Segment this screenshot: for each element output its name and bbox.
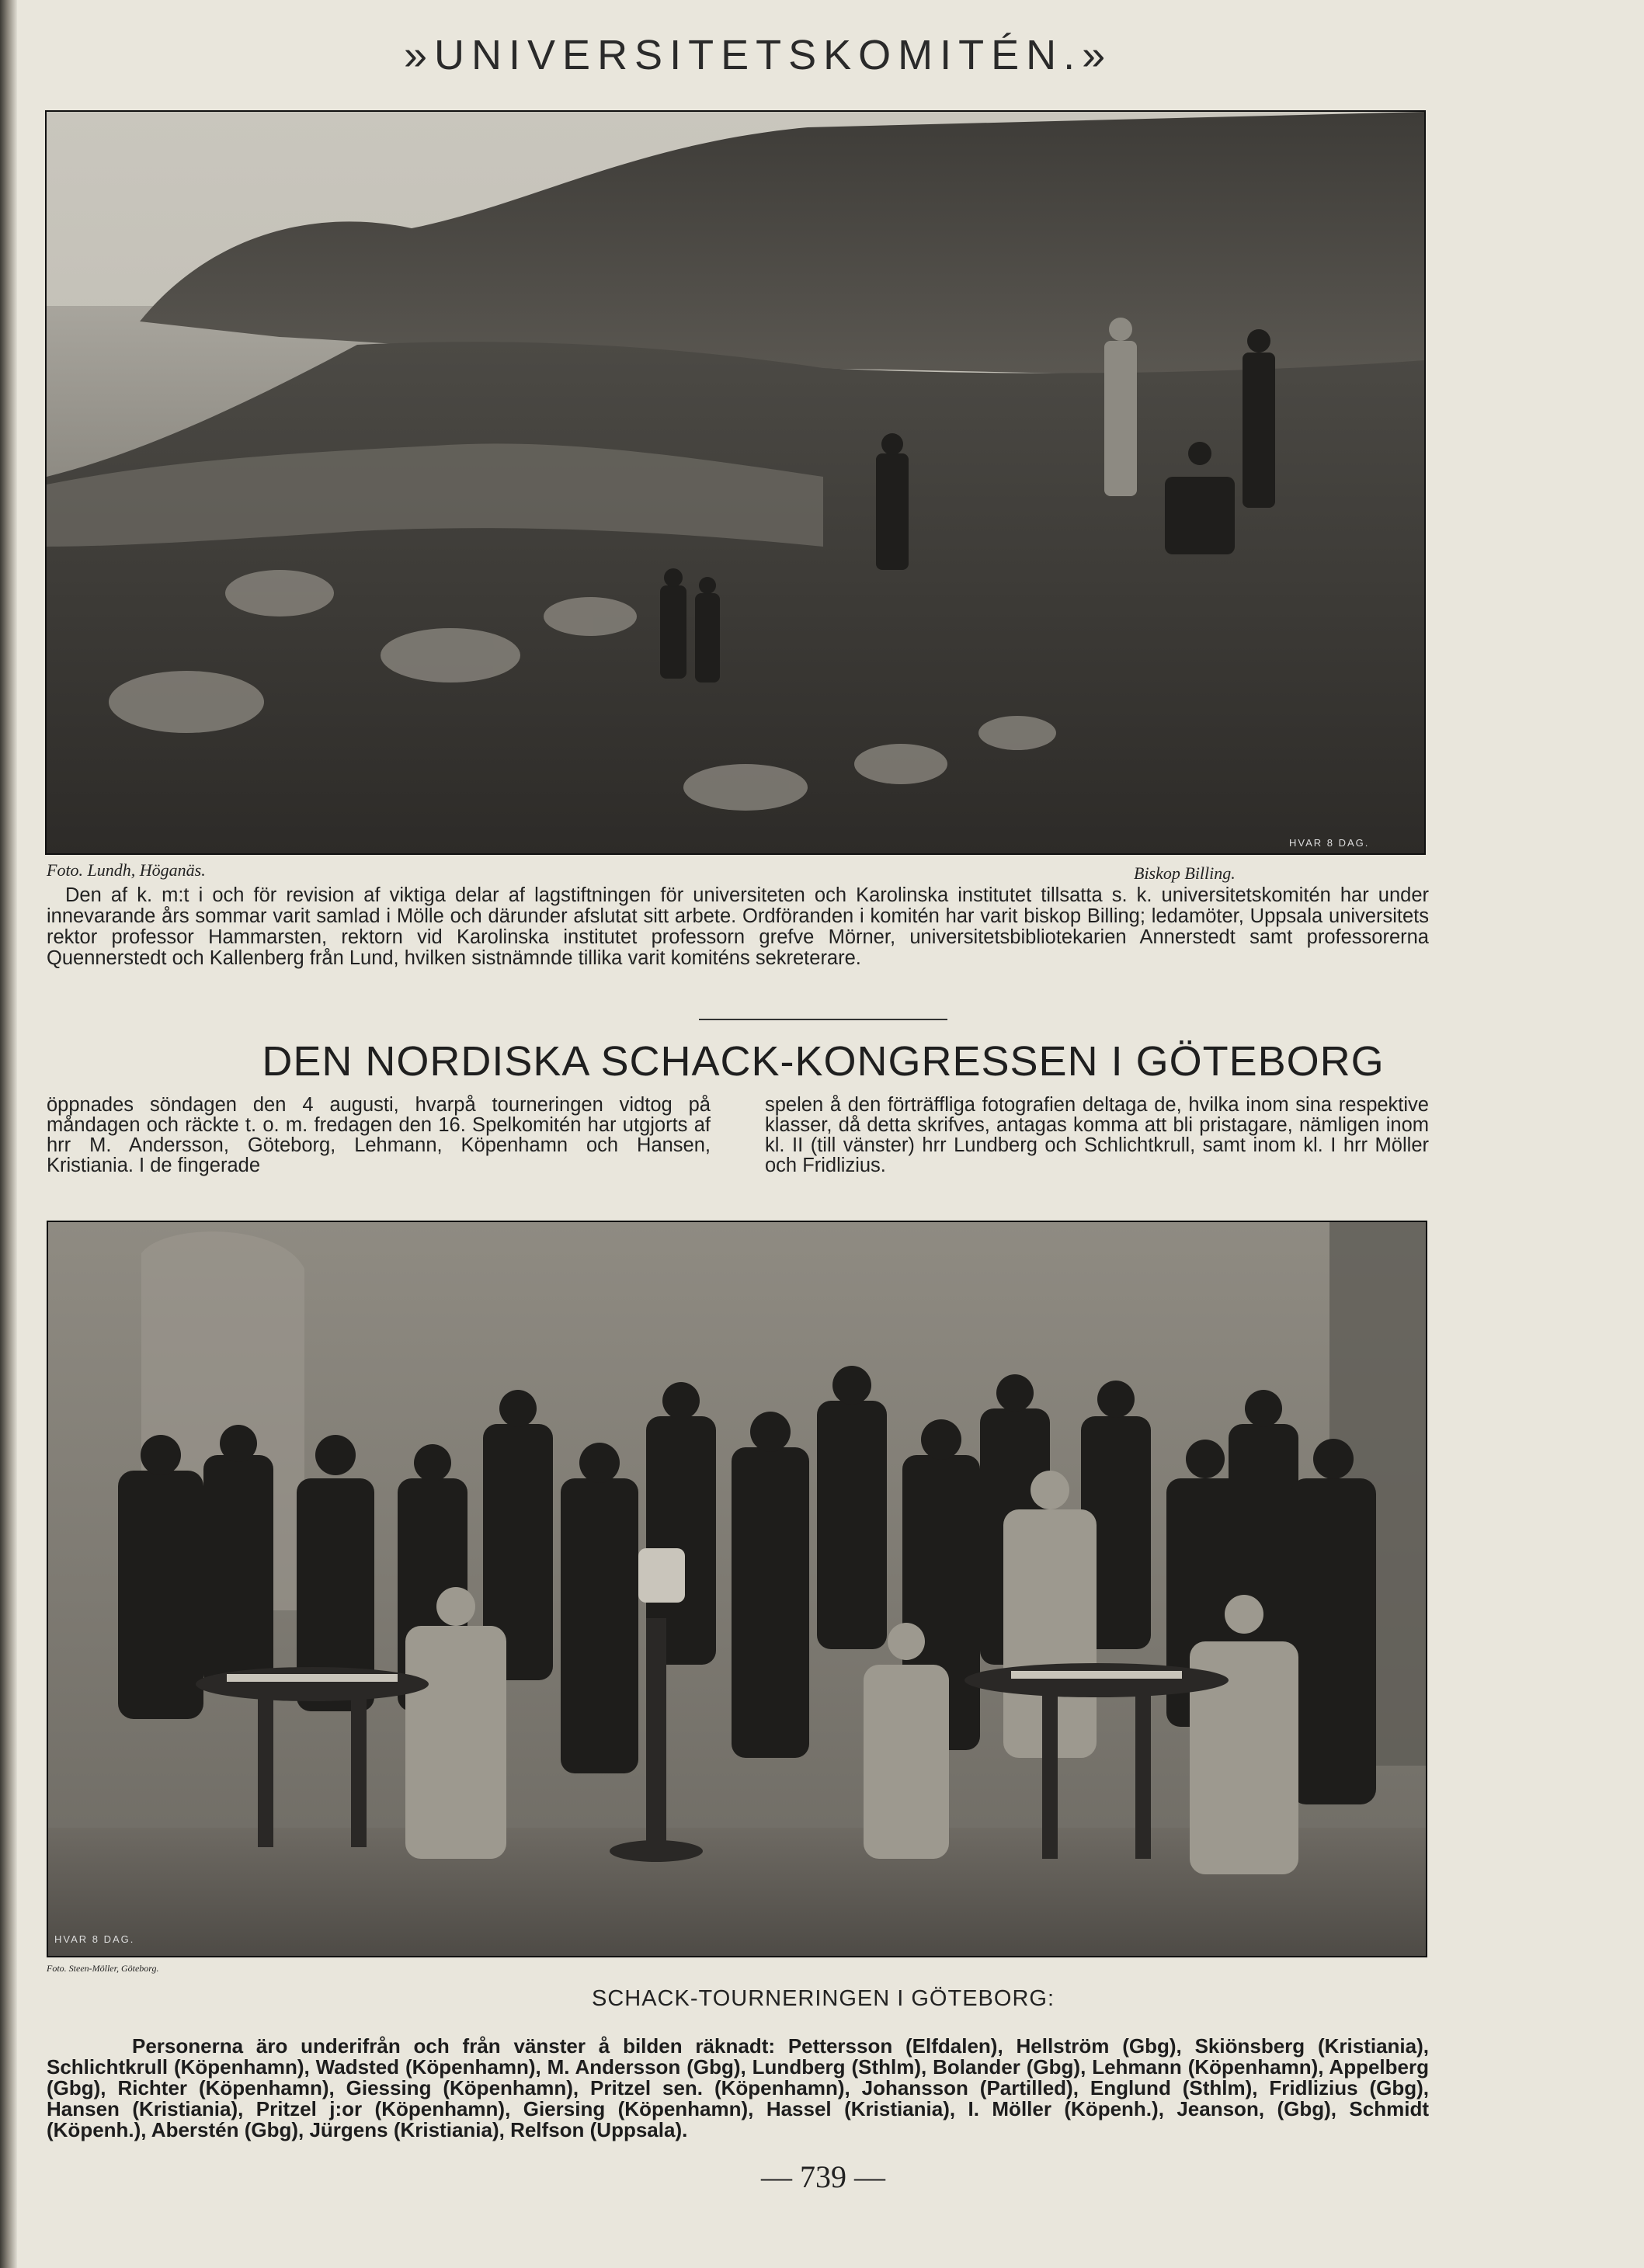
page-binding-edge	[0, 0, 17, 2268]
photo-caption-text	[47, 2036, 1429, 2141]
caption-names: Personerna äro underifrån och från vänster å bilden räknadt: Pettersson (Elfdalen), Hellström (Gbg), Skiönsberg (Kristiania), Schlichtkrull (Köpenhamn), Wadsted (Köpenhamn), M. Andersson (Gbg), Lundberg (Sthlm), Bolander (Gbg), Lehmann (Köpenhamn), Appelberg (Gbg), Richter (Köpenhamn), Giessing (Köpenhamn), Pritzel sen. (Köpenhamn), Johansson (Partilled), Englund (Sthlm), Fridlizius (Gbg), Hansen (Kristiania), Pritzel j:or (Köpenhamn), Giersing (Köpenhamn), Hassel (Kristiania), I. Möller (Köpenh.), Jeanson, (Gbg), Schmidt (Köpenh.), Aberstén (Gbg), Jürgens (Kristiania), Relfson (Uppsala).	[47, 2034, 1429, 2141]
page-number: — 739 —	[761, 2159, 885, 2194]
section-heading: DEN NORDISKA SCHACK-KONGRESSEN I GÖTEBORG	[262, 1038, 1385, 1085]
running-title: »UNIVERSITETSKOMITÉN.»	[404, 32, 1113, 78]
photo-credit-2: Foto. Steen-Möller, Göteborg.	[47, 1963, 159, 1974]
chess-group-photo	[47, 1221, 1427, 1957]
photo-subject: Biskop Billing.	[1134, 863, 1236, 883]
photo-stamp: HVAR 8 DAG.	[1289, 837, 1370, 849]
photo-stamp-2: HVAR 8 DAG.	[54, 1933, 135, 1945]
article-universitetskomiten	[47, 885, 1429, 969]
photo-credit: Foto. Lundh, Höganäs.	[47, 860, 206, 880]
photo-caption-title: SCHACK-TOURNERINGEN I GÖTEBORG:	[591, 1986, 1055, 2011]
article-text: Den af k. m:t i och för revision af viktiga delar af lagstiftningen för universiteten och Karolinska institutet tillsatta s. k. universitetskomitén har under innevarande års sommar varit samlad i Mölle och därunder afslutat sitt arbete. Ordföranden i komitén har varit biskop Billing; ledamöter, Uppsala universitets rektor professor Hammarsten, rektorn vid Karolinska institutet professorn grefve Mörner, universitetsbibliotekarien Annerstedt samt professorerna Quennerstedt och Kallenberg från Lund, hvilken sistnämnde tillika varit komiténs sekreterare.	[47, 884, 1429, 969]
landscape-photo	[45, 110, 1426, 855]
article-column-right: spelen å den förträffliga fotografien deltaga de, hvilka inom sina respektive klasser, då detta skrifves, antagas komma att bli pristagare, nämligen inom kl. II (till vänster) hrr Lundberg och Schlichtkrull, samt inom kl. I hrr Möller och Fridlizius.	[765, 1094, 1429, 1176]
section-divider	[699, 1019, 947, 1020]
article-column-left: öppnades söndagen den 4 augusti, hvarpå tourneringen vidtog på måndagen och räckte t. o. m. fredagen den 16. Spelkomitén har utgjorts af hrr M. Andersson, Göteborg, Lehmann, Köpenhamn och Hansen, Kristiania. I de fingerade	[47, 1094, 711, 1176]
